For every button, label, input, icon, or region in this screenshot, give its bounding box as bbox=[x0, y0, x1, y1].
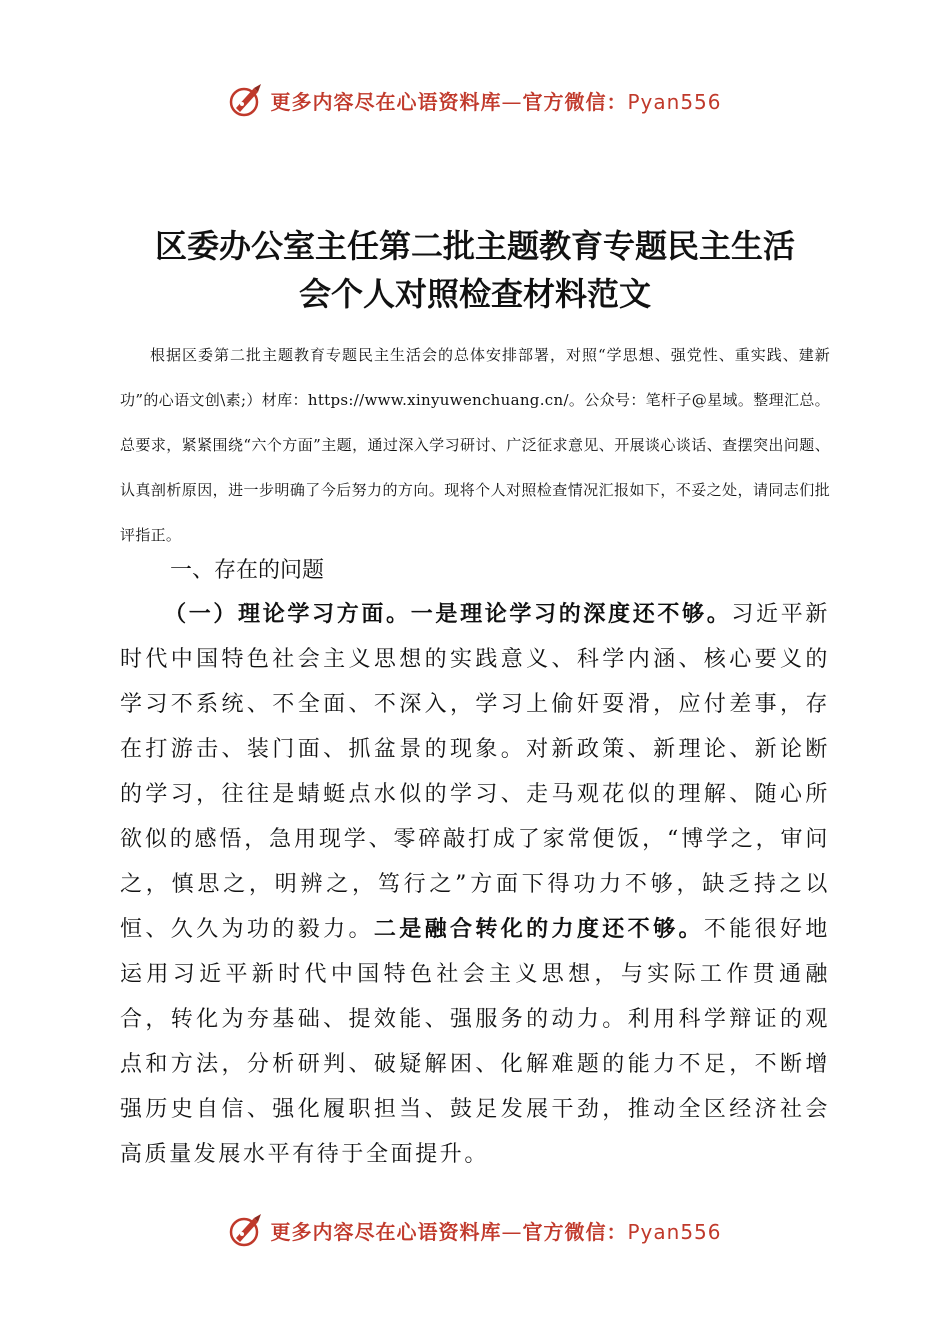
banner-official-label: 官方微信： bbox=[522, 89, 628, 114]
banner-text bbox=[270, 86, 721, 115]
point2-text: 不能很好地运用习近平新时代中国特色社会主义思想，与实际工作贯通融合，转化为夯基础、提效能、强服务的动力。利用科学辩证的观点和方法，分析研判、破疑解困、化解难题的能力不足，不断增强历史自信、强化履职担当、鼓足发展干劲，推动全区经济社会高质量发展水平有待于全面提升。 bbox=[120, 917, 830, 1167]
title-line-2: 会个人对照检查材料范文 bbox=[298, 275, 651, 313]
banner-official-label: 官方微信： bbox=[522, 1219, 628, 1244]
intro-paragraph: 根据区委第二批主题教育专题民主生活会的总体安排部署，对照“学思想、强党性、重实践、建新功”的心语文创\素;）材库：https://www.xinyuwenchuang.cn/。公众号：笔杆子@星域。整理汇总。总要求，紧紧围绕“六个方面”主题，通过深入学习研讨、广泛征求意见、开展谈心谈话、查摆突出问题、认真剖析原因，进一步明确了今后努力的方向。现将个人对照检查情况汇报如下，不妥之处，请同志们批评指正。 bbox=[120, 346, 830, 544]
pen-nib-logo-icon bbox=[228, 1212, 264, 1248]
point1-lead: 一是理论学习的深度还不够。 bbox=[410, 601, 732, 627]
document-title bbox=[0, 222, 950, 318]
banner-dash: — bbox=[501, 89, 523, 114]
point2-lead: 二是融合转化的力度还不够。 bbox=[373, 916, 704, 942]
banner-main-text: 更多内容尽在心语资料库 bbox=[270, 1219, 502, 1244]
banner-main-text: 更多内容尽在心语资料库 bbox=[270, 89, 502, 114]
title-line-1: 区委办公室主任第二批主题教育专题民主生活 bbox=[154, 227, 795, 265]
point1-text: 习近平新时代中国特色社会主义思想的实践意义、科学内涵、核心要义的学习不系统、不全面、不深入，学习上偷奸耍滑，应付差事，存在打游击、装门面、抓盆景的现象。对新政策、新理论、新论断的学习，往往是蜻蜓点水似的学习、走马观花似的理解、随心所欲似的感悟，急用现学、零碎敲打成了家常便饭，“博学之，审问之，慎思之，明辨之，笃行之”方面下得功力不够，缺乏持之以恒、久久为功的毅力。 bbox=[120, 602, 830, 942]
body-paragraph bbox=[120, 592, 830, 1177]
pen-nib-logo-icon bbox=[228, 82, 264, 118]
banner-wechat-id: Pyan556 bbox=[627, 1219, 722, 1244]
footer-banner bbox=[0, 1210, 950, 1250]
banner-wechat-id: Pyan556 bbox=[627, 89, 722, 114]
header-banner bbox=[0, 80, 950, 120]
banner-dash: — bbox=[501, 1219, 523, 1244]
sub-heading: （一）理论学习方面。 bbox=[164, 601, 411, 627]
banner-text bbox=[270, 1216, 721, 1245]
section-heading: 一、存在的问题 bbox=[170, 558, 325, 583]
